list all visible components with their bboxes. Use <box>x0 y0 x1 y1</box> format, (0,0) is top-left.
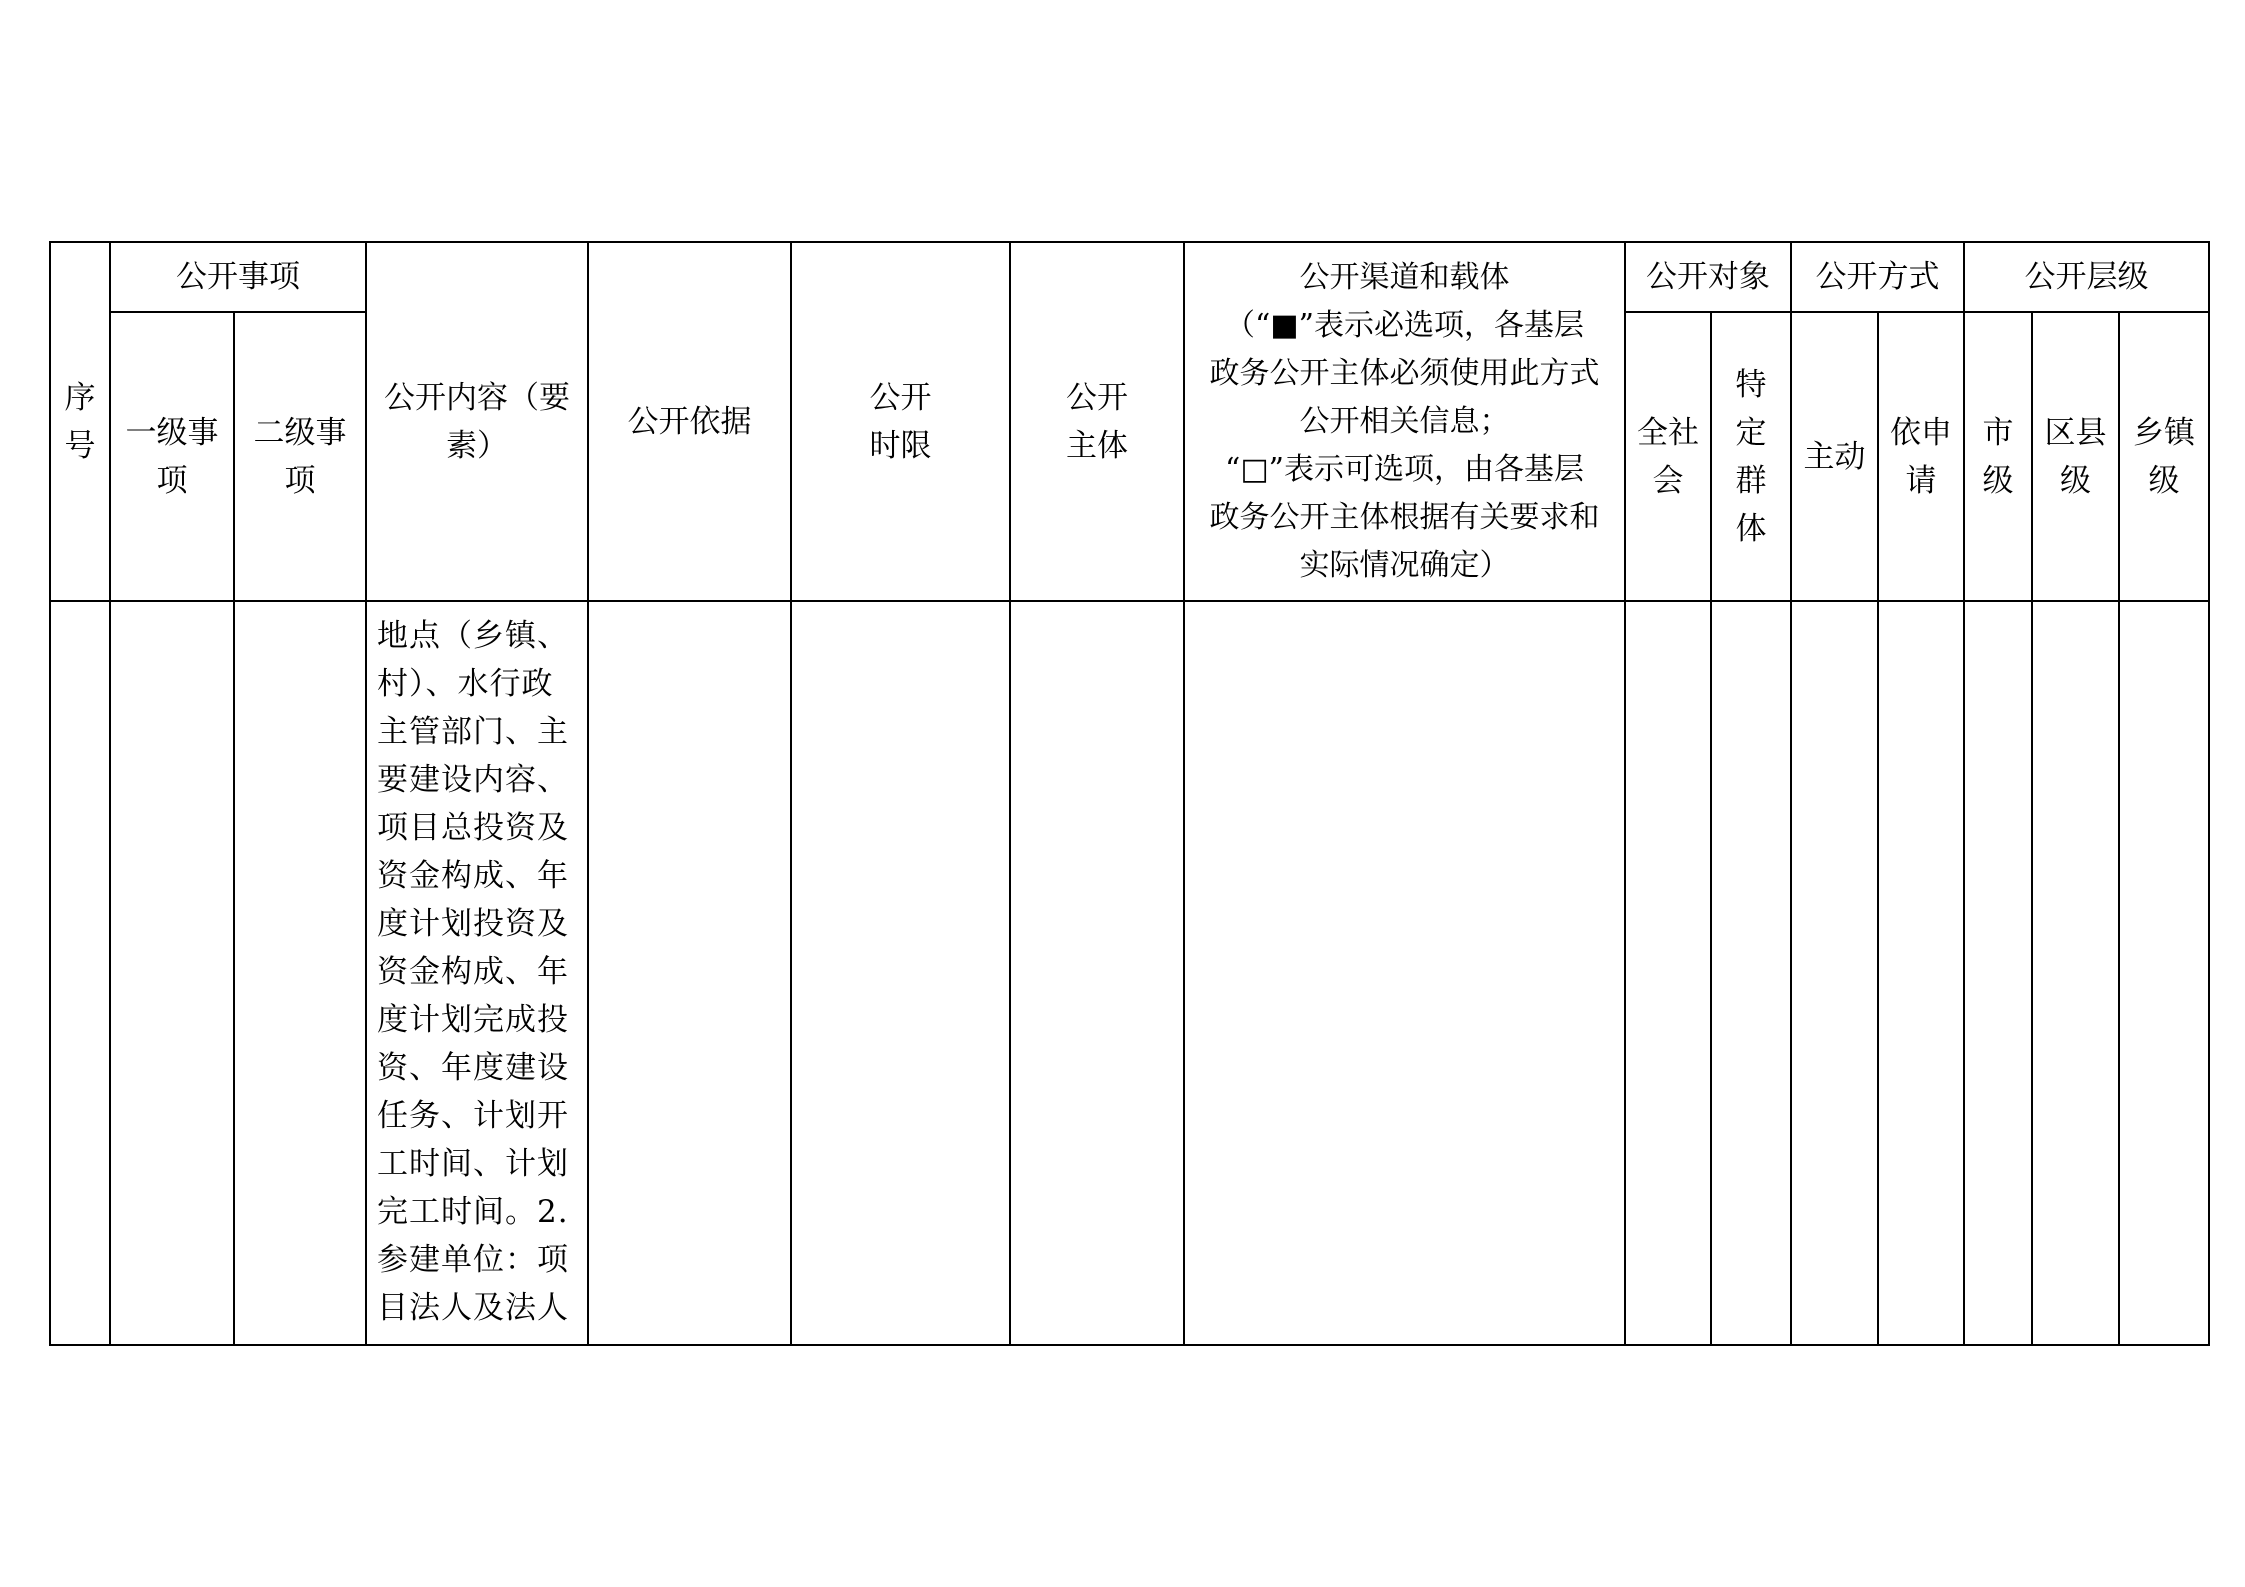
header-item-level2 <box>234 312 366 601</box>
header-item-level1-label: 一级事 项 <box>125 414 219 499</box>
cell-content <box>366 601 588 1345</box>
header-level-county-label: 区县 级 <box>2044 414 2107 499</box>
header-content <box>366 242 588 601</box>
header-seq <box>50 242 110 601</box>
cell-method-active <box>1791 601 1878 1345</box>
header-level-city-label: 市 级 <box>1982 414 2014 499</box>
header-method-group-label: 公开方式 <box>1815 259 1940 295</box>
cell-content-text: 地点（乡镇、 村）、水行政 主管部门、主 要建设内容、 项目总投资及 资金构成、年 度计划投资及 资金构成、年 度计划完成投 资、年度建设 任务、计划开 工时间、计划 完工时间。2. 参建单位：项 目法人及法人 <box>377 618 569 1326</box>
header-audience-group <box>1625 242 1791 312</box>
cell-audience-all <box>1625 601 1711 1345</box>
header-time-limit-label: 公开 时限 <box>869 379 932 464</box>
header-method-request <box>1878 312 1964 601</box>
header-audience-all-label: 全社 会 <box>1637 414 1699 499</box>
header-items-group <box>110 242 366 312</box>
table-row <box>50 601 2209 1345</box>
header-level-group <box>1964 242 2209 312</box>
header-audience-all <box>1625 312 1711 601</box>
header-level-town-label: 乡镇 级 <box>2133 414 2195 499</box>
header-items-group-label: 公开事项 <box>176 259 300 295</box>
header-content-label: 公开内容（要 素） <box>384 379 570 464</box>
header-audience-specific <box>1711 312 1791 601</box>
header-audience-group-label: 公开对象 <box>1646 259 1770 295</box>
header-level-county <box>2032 312 2119 601</box>
cell-method-request <box>1878 601 1964 1345</box>
header-audience-specific-label: 特 定 群 体 <box>1735 366 1767 547</box>
header-method-active <box>1791 312 1878 601</box>
disclosure-table <box>49 241 2210 1346</box>
header-subject-label: 公开 主体 <box>1066 379 1128 464</box>
header-level-city <box>1964 312 2032 601</box>
cell-audience-specific <box>1711 601 1791 1345</box>
header-method-active-label: 主动 <box>1803 438 1866 475</box>
header-level-town <box>2119 312 2209 601</box>
header-time-limit <box>791 242 1010 601</box>
cell-level-county <box>2032 601 2119 1345</box>
cell-time-limit <box>791 601 1010 1345</box>
header-channel-label: 公开渠道和载体 （“■”表示必选项，各基层 政务公开主体必须使用此方式 公开相关信息； “□”表示可选项，由各基层 政务公开主体根据有关要求和 实际情况确定） <box>1209 259 1600 583</box>
header-item-level1 <box>110 312 234 601</box>
header-level-group-label: 公开层级 <box>2024 259 2149 295</box>
header-method-group <box>1791 242 1964 312</box>
header-basis <box>588 242 791 601</box>
header-method-request-label: 依申 请 <box>1890 414 1952 499</box>
cell-subject <box>1010 601 1184 1345</box>
disclosure-table-sheet <box>49 241 2202 1344</box>
cell-seq <box>50 601 110 1345</box>
header-basis-label: 公开依据 <box>627 403 752 440</box>
cell-item-level2 <box>234 601 366 1345</box>
header-item-level2-label: 二级事 项 <box>253 414 347 499</box>
cell-item-level1 <box>110 601 234 1345</box>
cell-level-town <box>2119 601 2209 1345</box>
header-channel <box>1184 242 1625 601</box>
header-row-1 <box>50 242 2209 312</box>
cell-level-city <box>1964 601 2032 1345</box>
cell-channel <box>1184 601 1625 1345</box>
header-seq-label: 序 号 <box>64 379 96 464</box>
cell-basis <box>588 601 791 1345</box>
header-subject <box>1010 242 1184 601</box>
